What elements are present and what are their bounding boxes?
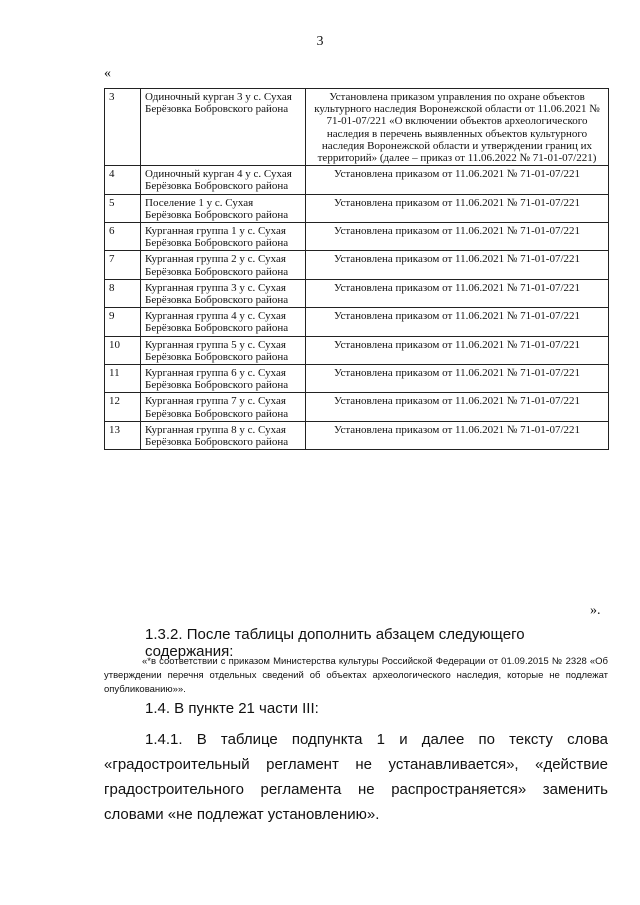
table-row (105, 194, 609, 222)
row-number-cell: 9 (105, 308, 141, 336)
table-row (105, 279, 609, 307)
row-number-cell: 10 (105, 336, 141, 364)
basis-cell: Установлена приказом от 11.06.2021 № 71-01-07/221 (306, 308, 609, 336)
table-row (105, 365, 609, 393)
basis-cell: Установлена приказом от 11.06.2021 № 71-01-07/221 (306, 336, 609, 364)
table-row (105, 223, 609, 251)
paragraph-1-4: 1.4. В пункте 21 части III: (145, 700, 319, 717)
row-number-cell: 3 (105, 89, 141, 166)
object-name-cell: Одиночный курган 4 у с. Сухая Берёзовка Бобровского района (141, 166, 306, 194)
row-number-cell: 12 (105, 393, 141, 421)
object-name-cell: Курганная группа 1 у с. Сухая Берёзовка Бобровского района (141, 223, 306, 251)
object-name-cell: Курганная группа 5 у с. Сухая Берёзовка Бобровского района (141, 336, 306, 364)
closing-quote-mark: ». (590, 603, 601, 618)
table-row (105, 336, 609, 364)
object-name-cell: Одиночный курган 3 у с. Сухая Берёзовка Бобровского района (141, 89, 306, 166)
object-name-cell: Курганная группа 6 у с. Сухая Берёзовка Бобровского района (141, 365, 306, 393)
object-name-cell: Поселение 1 у с. Сухая Берёзовка Бобровского района (141, 194, 306, 222)
table-row (105, 89, 609, 166)
object-name-cell: Курганная группа 3 у с. Сухая Берёзовка Бобровского района (141, 279, 306, 307)
row-number-cell: 7 (105, 251, 141, 279)
table-row (105, 251, 609, 279)
basis-cell: Установлена приказом от 11.06.2021 № 71-01-07/221 (306, 251, 609, 279)
object-name-cell: Курганная группа 7 у с. Сухая Берёзовка Бобровского района (141, 393, 306, 421)
row-number-cell: 6 (105, 223, 141, 251)
object-name-cell: Курганная группа 4 у с. Сухая Берёзовка Бобровского района (141, 308, 306, 336)
table-row (105, 166, 609, 194)
opening-quote-mark: « (104, 66, 111, 81)
row-number-cell: 5 (105, 194, 141, 222)
heritage-objects-table (104, 88, 609, 450)
row-number-cell: 8 (105, 279, 141, 307)
row-number-cell: 13 (105, 421, 141, 449)
row-number-cell: 11 (105, 365, 141, 393)
basis-cell: Установлена приказом от 11.06.2021 № 71-01-07/221 (306, 194, 609, 222)
basis-cell: Установлена приказом от 11.06.2021 № 71-01-07/221 (306, 365, 609, 393)
paragraph-1-4-1: 1.4.1. В таблице подпункта 1 и далее по тексту слова «градостроительный регламент не устанавливается», «действие градостроительного регламента не распространяется» заменить словами «не подлежат установлению». (104, 731, 608, 823)
table-row (105, 308, 609, 336)
basis-cell: Установлена приказом от 11.06.2021 № 71-01-07/221 (306, 393, 609, 421)
row-number-cell: 4 (105, 166, 141, 194)
table-body (105, 89, 609, 450)
paragraph-1-3-2: 1.3.2. После таблицы дополнить абзацем следующего содержания: (145, 626, 525, 660)
table-row (105, 393, 609, 421)
page-number: 3 (316, 34, 324, 49)
basis-cell: Установлена приказом от 11.06.2021 № 71-01-07/221 (306, 223, 609, 251)
basis-cell: Установлена приказом от 11.06.2021 № 71-01-07/221 (306, 279, 609, 307)
object-name-cell: Курганная группа 2 у с. Сухая Берёзовка Бобровского района (141, 251, 306, 279)
basis-cell: Установлена приказом от 11.06.2021 № 71-01-07/221 (306, 166, 609, 194)
table-row (105, 421, 609, 449)
basis-cell: Установлена приказом от 11.06.2021 № 71-01-07/221 (306, 421, 609, 449)
basis-cell: Установлена приказом управления по охране объектов культурного наследия Воронежской области от 11.06.2021 № 71-01-07/221 «О включении объектов археологического наследия в перечень выявленных объектов культурного наследия Воронежской области и утверждении границ их территорий» (далее – приказ от 11.06.2022 № 71-01-07/221) (306, 89, 609, 166)
object-name-cell: Курганная группа 8 у с. Сухая Берёзовка Бобровского района (141, 421, 306, 449)
footnote-paragraph: «*в соответствии с приказом Министерства культуры Российской Федерации от 01.09.2015 № 2328 «Об утверждении перечня отдельных сведений об объектах археологического наследия, которые не подлежат опубликованию»». (104, 656, 608, 695)
